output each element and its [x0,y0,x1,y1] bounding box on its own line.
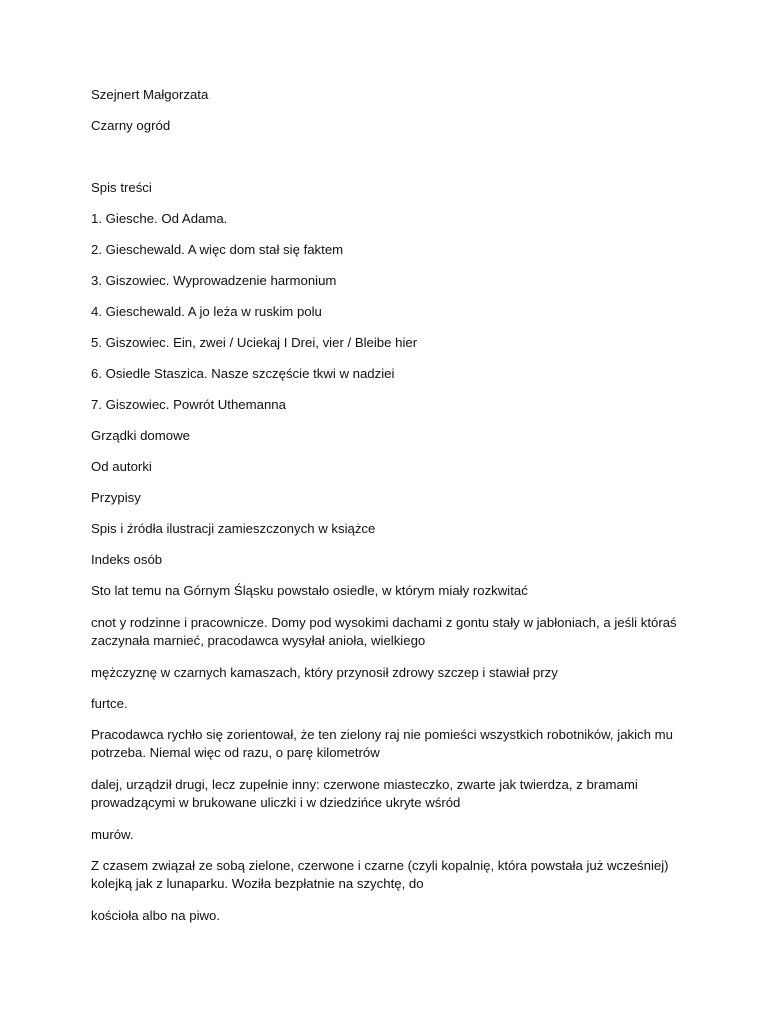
author-line: Szejnert Małgorzata [91,87,209,102]
toc-item: 5. Giszowiec. Ein, zwei / Uciekaj I Drei, vier / Bleibe hier [91,335,418,350]
toc-item: Od autorki [91,459,152,474]
toc-item: 7. Giszowiec. Powrót Uthemanna [91,397,286,412]
body-paragraph: Sto lat temu na Górnym Śląsku powstało osiedle, w którym miały rozkwitać [91,583,528,598]
body-paragraph: dalej, urządził drugi, lecz zupełnie inny: czerwone miasteczko, zwarte jak twierdza, z bramami prowadzącymi w brukowane uliczki i w dziedzińce ukryte wśród [91,777,638,810]
toc-item: Indeks osób [91,552,163,567]
toc-item: 6. Osiedle Staszica. Nasze szczęście tkwi w nadziei [91,366,395,381]
body-paragraph: murów. [91,827,134,842]
body-paragraph: furtce. [91,696,128,711]
toc-item: 4. Gieschewald. A jo leża w ruskim polu [91,304,322,319]
document-content [91,86,691,925]
toc-heading: Spis treści [91,180,152,195]
toc-item: Spis i źródła ilustracji zamieszczonych w książce [91,521,376,536]
toc-item: 1. Giesche. Od Adama. [91,211,228,226]
body-paragraph: Pracodawca rychło się zorientował, że ten zielony raj nie pomieści wszystkich robotników, jakich mu potrzeba. Niemal więc od razu, o parę kilometrów [91,727,673,760]
toc-item: Przypisy [91,490,141,505]
body-paragraph: kościoła albo na piwo. [91,908,221,923]
book-title: Czarny ogród [91,118,171,133]
body-paragraph: cnot y rodzinne i pracownicze. Domy pod wysokimi dachami z gontu stały w jabłoniach, a jeśli któraś zaczynała marnieć, pracodawca wysyłał anioła, wielkiego [91,615,677,648]
toc-item: 2. Gieschewald. A więc dom stał się faktem [91,242,344,257]
body-paragraph: Z czasem związał ze sobą zielone, czerwone i czarne (czyli kopalnię, która powstała już wcześniej) kolejką jak z lunaparku. Woziła bezpłatnie na szychtę, do [91,858,669,891]
toc-item: 3. Giszowiec. Wyprowadzenie harmonium [91,273,337,288]
toc-item: Grządki domowe [91,428,190,443]
body-paragraph: mężczyznę w czarnych kamaszach, który przynosił zdrowy szczep i stawiał przy [91,665,558,680]
